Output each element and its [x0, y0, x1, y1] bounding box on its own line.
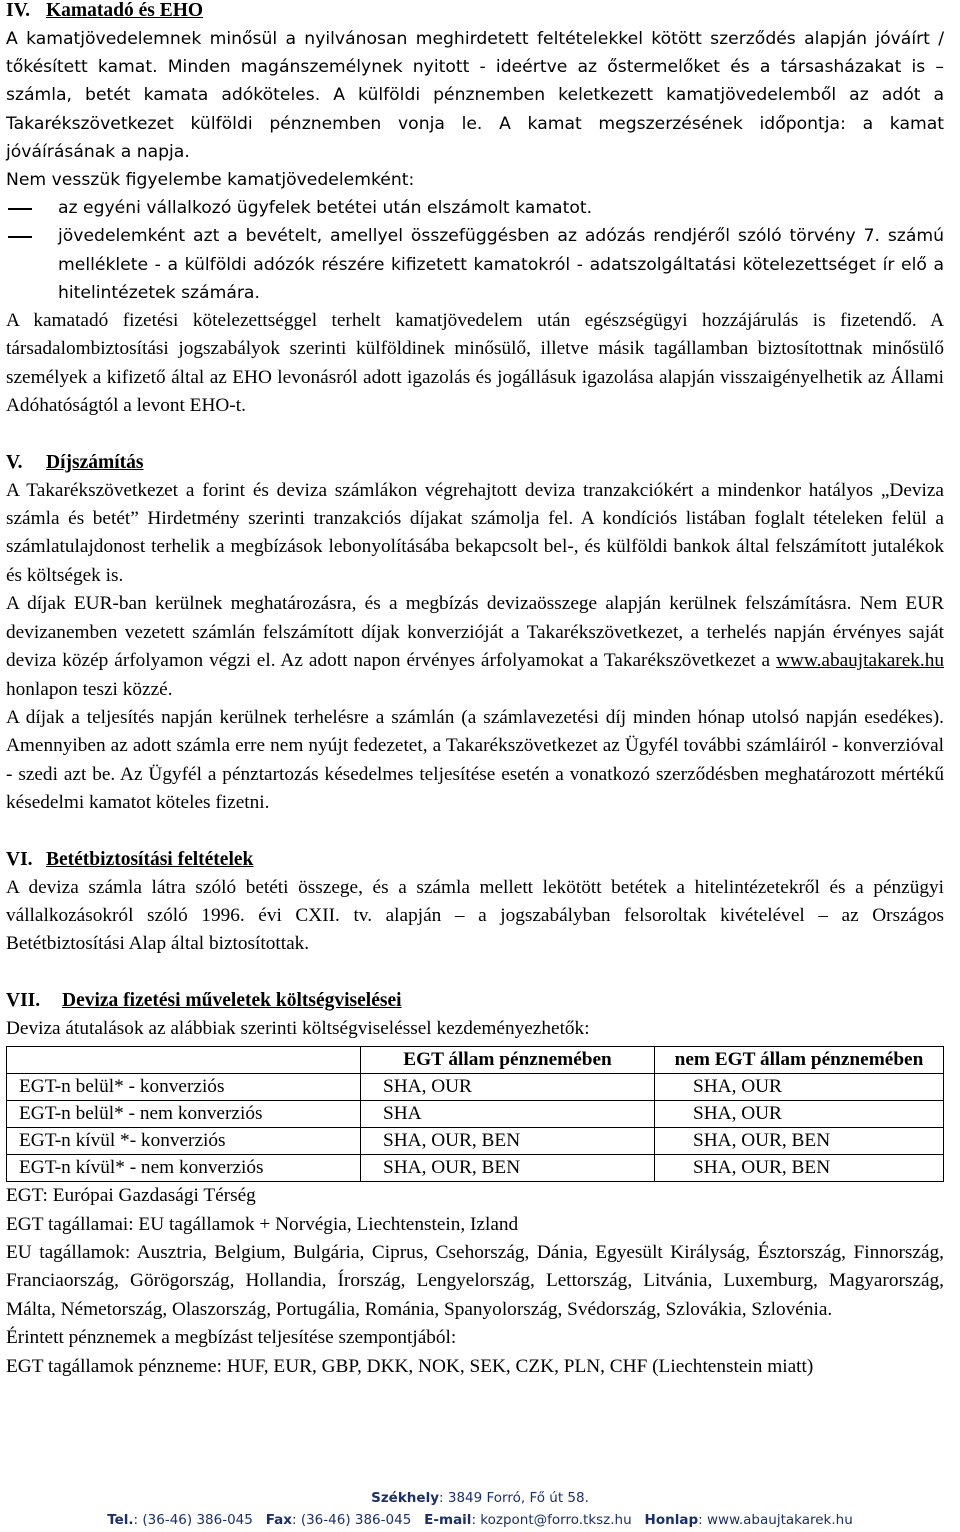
section-title: Betétbiztosítási feltételek — [46, 848, 254, 870]
paragraph-text: A díjak EUR-ban kerülnek meghatározásra, és a megbízás devizaösszege alapján kerülnek felszámításra. Nem EUR devizanemben vezetett számlán felszámított díjak konverzióját a Takarékszövetkezet, a terhelés napján érvényes saját deviza közép árfolyamon végzi el. Az adott napon érvényes árfolyamokat a Takarékszövetkezet a — [6, 593, 944, 672]
table-cell: SHA, OUR — [361, 1074, 655, 1101]
list-item: jövedelemként azt a bevételt, amellyel összefüggésben az adózás rendjéről szóló törvény 7. számú melléklete - a külföldi adózók részére kifizetett kamatokról - adatszolgáltatási kötelezettséget ír elő a hitelintézetek számára. — [6, 222, 944, 307]
footer-value: : (36-46) 386-045 — [291, 1512, 412, 1528]
document-page — [6, 0, 944, 1381]
note-line: EGT tagállamai: EU tagállamok + Norvégia, Liechtenstein, Izland — [6, 1213, 519, 1235]
paragraph: Nem vesszük figyelembe kamatjövedelemként: — [6, 170, 415, 191]
note-line: EGT: Európai Gazdasági Térség — [6, 1185, 256, 1207]
section-number: V. — [6, 451, 23, 473]
table-row — [7, 1074, 944, 1101]
table-row — [7, 1101, 944, 1128]
section-heading-iv — [6, 0, 944, 25]
table-cell: SHA — [361, 1101, 655, 1128]
paragraph: A Takarékszövetkezet a forint és deviza számlákon végrehajtott deviza tranzakciókért a mindenkor hatályos „Deviza számla és betét” Hirdetmény szerinti tranzakciós díjakat számolja fel. A kondíciós listában foglalt tételeken felül a számlatulajdonost terhelik a megbízások lebonyolításába bekapcsolt bel-, és külföldi bankok által felszámított jutalékok és költségek is. — [6, 479, 944, 586]
table-header-cell — [7, 1047, 361, 1074]
table-cell: SHA, OUR — [655, 1074, 944, 1101]
footer-address — [0, 1490, 960, 1506]
table-row — [7, 1155, 944, 1182]
section-heading-vi — [6, 846, 944, 874]
section-number: VI. — [6, 848, 33, 870]
table-row — [7, 1128, 944, 1155]
note-line: EGT tagállamok pénzneme: HUF, EUR, GBP, DKK, NOK, SEK, CZK, PLN, CHF (Liechtenstein miatt) — [6, 1355, 814, 1377]
list-item: az egyéni vállalkozó ügyfelek betétei után elszámolt kamatot. — [6, 194, 944, 222]
table-cell: SHA, OUR, BEN — [655, 1155, 944, 1182]
footer-website[interactable]: : www.abaujtakarek.hu — [698, 1512, 853, 1528]
footer-label: Tel. — [107, 1512, 134, 1528]
table-cell: SHA, OUR, BEN — [655, 1128, 944, 1155]
section-number: VII. — [6, 989, 41, 1011]
footer-label: Fax — [265, 1512, 292, 1528]
paragraph: A kamatadó fizetési kötelezettséggel terhelt kamatjövedelem után egészségügyi hozzájárulás is fizetendő. A társadalombiztosítási jogszabályok szerinti külföldinek minősülő, illetve másik tagállamban biztosítottnak minősülő személyek a kifizető által az EHO levonásról adott igazolás és jogállásuk igazolása alapján visszaigényelhetik az Állami Adóhatóságtól a levont EHO-t. — [6, 310, 944, 417]
footer-email[interactable]: : kozpont@forro.tksz.hu — [471, 1512, 632, 1528]
footer-contacts — [0, 1512, 960, 1528]
table-cell: SHA, OUR, BEN — [361, 1155, 655, 1182]
footer-label: Honlap — [644, 1512, 699, 1528]
table-cell: SHA, OUR, BEN — [361, 1128, 655, 1155]
section-heading-v — [6, 449, 944, 477]
paragraph-text: honlapon teszi közzé. — [6, 678, 173, 700]
footer-label: E-mail — [424, 1512, 472, 1528]
table-cell: SHA, OUR — [655, 1101, 944, 1128]
footer-value: : (36-46) 386-045 — [133, 1512, 253, 1528]
paragraph — [6, 590, 944, 704]
paragraph: Deviza átutalások az alábbiak szerinti költségviseléssel kezdeményezhetők: — [6, 1017, 590, 1039]
website-link[interactable]: www.abaujtakarek.hu — [776, 650, 944, 672]
section-heading-vii — [6, 987, 944, 1015]
cost-bearing-table — [6, 1046, 944, 1182]
section-number: IV. — [6, 0, 31, 21]
dash-list — [6, 194, 944, 307]
note-line: EU tagállamok: Ausztria, Belgium, Bulgária, Ciprus, Csehország, Dánia, Egyesült Királyság, Észtország, Finnország, Franciaország, Görögország, Hollandia, Írország, Lengyelország, Lettország, Litvánia, Luxemburg, Magyarország, Málta, Németország, Olaszország, Portugália, Románia, Spanyolország, Svédország, Szlovákia, Szlovénia. — [6, 1241, 944, 1320]
section-title: Kamatadó és EHO — [46, 0, 204, 21]
paragraph: A deviza számla látra szóló betéti összege, és a számla mellett lekötött betétek a hitelintézetekről és a pénzügyi vállalkozásokról szóló 1996. évi CXII. tv. alapján – a jogszabályban felsoroltak kivételével – az Országos Betétbiztosítási Alap által biztosítottak. — [6, 876, 944, 955]
footer-value: : 3849 Forró, Fő út 58. — [439, 1490, 589, 1506]
table-cell: EGT-n kívül* - nem konverziós — [7, 1155, 361, 1182]
paragraph: A díjak a teljesítés napján kerülnek terhelésre a számlán (a számlavezetési díj minden hónap utolsó napján esedékes). Amennyiben az adott számla erre nem nyújt fedezetet, a Takarékszövetkezet az Ügyfél további számláiról - konverzióval - szedi azt be. Az Ügyfél a pénztartozás késedelmes teljesítése esetén a vonatkozó szerződésben meghatározott mértékű késedelmi kamatot köteles fizetni. — [6, 706, 944, 814]
section-title: Díjszámítás — [46, 451, 144, 473]
table-header-row — [7, 1047, 944, 1074]
note-line: Érintett pénznemek a megbízást teljesítése szempontjából: — [6, 1327, 457, 1349]
table-cell: EGT-n belül* - nem konverziós — [7, 1101, 361, 1128]
table-header-cell: EGT állam pénznemében — [361, 1047, 655, 1074]
paragraph: A kamatjövedelemnek minősül a nyilvánosan meghirdetett feltételekkel kötött szerződés alapján jóváírt / tőkésített kamat. Minden magánszemélynek nyitott - ideértve az őstermelőket és a társasházakat is – számla, betét kamata adóköteles. A külföldi pénznemben keletkezett kamatjövedelemből az adót a Takarékszövetkezet külföldi pénznemben vonja le. A kamat megszerzésének időpontja: a kamat jóváírásának a napja. — [6, 29, 944, 162]
table-cell: EGT-n kívül *- konverziós — [7, 1128, 361, 1155]
section-title: Deviza fizetési műveletek költségviselései — [62, 989, 402, 1011]
footer-label: Székhely — [371, 1490, 440, 1506]
table-cell: EGT-n belül* - konverziós — [7, 1074, 361, 1101]
table-header-cell: nem EGT állam pénznemében — [655, 1047, 944, 1074]
